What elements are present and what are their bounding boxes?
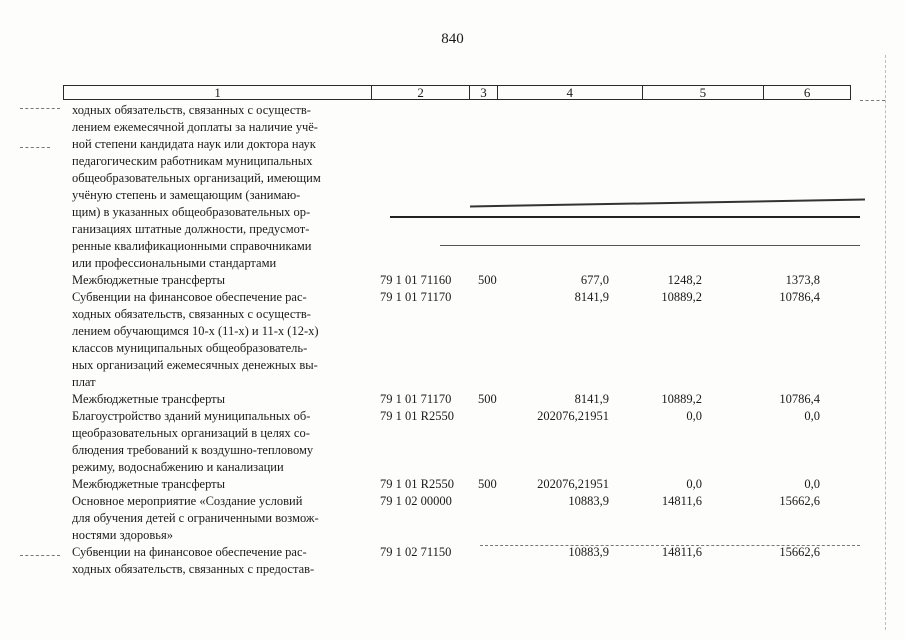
row-type: 500 (478, 273, 497, 287)
scan-artifact-dash (860, 100, 885, 102)
scan-artifact-dash (20, 555, 60, 557)
row-value-5: 1248,2 (667, 273, 702, 287)
row-value-5: 0,0 (686, 477, 702, 491)
row-name (72, 289, 364, 391)
row-type: 500 (478, 392, 497, 406)
row-name-line: щеобразовательных организаций в целях со- (72, 426, 310, 440)
row-name-line: Благоустройство зданий муниципальных об- (72, 409, 311, 423)
row-code: 79 1 01 71170 (380, 392, 452, 406)
row-value-6: 1373,8 (785, 273, 820, 287)
row-value-6: 10786,4 (779, 392, 820, 406)
row-name-line: учёную степень и замещающим (занимаю- (72, 188, 301, 202)
scan-artifact-line (440, 245, 860, 246)
row-name-line: режиму, водоснабжению и канализации (72, 460, 284, 474)
row-value-5: 14811,6 (661, 494, 702, 508)
scan-artifact-line (390, 216, 860, 218)
row-name (72, 272, 364, 289)
row-name-line: Субвенции на финансовое обеспечение рас- (72, 545, 307, 559)
row-value-5: 10889,2 (661, 290, 702, 304)
row-name-line: для обучения детей с ограниченными возмож- (72, 511, 319, 525)
row-name-line: Субвенции на финансовое обеспечение рас- (72, 290, 307, 304)
row-code: 79 1 01 R2550 (380, 409, 454, 423)
row-code: 79 1 02 71150 (380, 545, 452, 559)
row-code: 79 1 02 00000 (380, 494, 452, 508)
row-value-4: 202076,21951 (537, 477, 609, 491)
row-name-line: ностями здоровья» (72, 528, 173, 542)
row-value-5: 14811,6 (661, 545, 702, 559)
row-name-line: ных организаций ежемесячных денежных вы- (72, 358, 318, 372)
row-value-4: 10883,9 (568, 545, 609, 559)
column-header-3: 3 (470, 86, 498, 99)
row-value-6: 10786,4 (779, 290, 820, 304)
row-type: 500 (478, 477, 497, 491)
row-value-4: 8141,9 (574, 290, 609, 304)
page-number: 840 (441, 31, 464, 47)
row-name-line: общеобразовательных организаций, имеющим (72, 171, 321, 185)
column-header-1: 1 (64, 86, 372, 99)
row-value-4: 202076,21951 (537, 409, 609, 423)
row-value-4: 8141,9 (574, 392, 609, 406)
row-value-6: 0,0 (804, 409, 820, 423)
row-code: 79 1 01 71160 (380, 273, 452, 287)
row-name-line: ходных обязательств, связанных с осуществ- (72, 103, 311, 117)
row-name-line: Межбюджетные трансферты (72, 392, 226, 406)
row-name (72, 391, 364, 408)
row-name-line: щим) в указанных общеобразовательных ор- (72, 205, 311, 219)
row-name-line: ганизациях штатные должности, предусмот- (72, 222, 310, 236)
row-value-6: 0,0 (804, 477, 820, 491)
column-header-2: 2 (372, 86, 470, 99)
column-header-6: 6 (803, 85, 811, 100)
page-edge (885, 55, 887, 630)
row-value-5: 10889,2 (661, 392, 702, 406)
row-code: 79 1 01 R2550 (380, 477, 454, 491)
row-value-4: 10883,9 (568, 494, 609, 508)
column-header-5: 5 (643, 86, 765, 99)
scan-artifact-dash (480, 545, 860, 547)
row-value-6: 15662,6 (779, 494, 820, 508)
row-value-4: 677,0 (580, 273, 609, 287)
row-name-line: или профессиональными стандартами (72, 256, 277, 270)
row-name-line: ходных обязательств, связанных с осуществ- (72, 307, 311, 321)
row-name-line: ной степени кандидата наук или доктора наук (72, 137, 316, 151)
scan-artifact-dash (20, 108, 60, 110)
row-name-line: Основное мероприятие «Создание условий (72, 494, 303, 508)
row-name (72, 408, 364, 476)
row-name-line: лением обучающимся 10-х (11-х) и 11-х (12-х) (72, 324, 319, 338)
table-column-header-row (63, 85, 851, 100)
row-name (72, 544, 364, 578)
row-value-5: 0,0 (686, 409, 702, 423)
row-name-line: ходных обязательств, связанных с предостав- (72, 562, 315, 576)
row-name-line: лением ежемесячной доплаты за наличие учё- (72, 120, 318, 134)
row-name-line: педагогическим работникам муниципальных (72, 154, 313, 168)
row-name-line: классов муниципальных общеобразователь- (72, 341, 308, 355)
row-code: 79 1 01 71170 (380, 290, 452, 304)
row-name-line: Межбюджетные трансферты (72, 477, 226, 491)
row-name-line: ренные квалификационными справочниками (72, 239, 312, 253)
scan-artifact-dash (20, 147, 50, 149)
row-name (72, 476, 364, 493)
row-name-line: плат (72, 375, 96, 389)
row-name-line: блюдения требований к воздушно-тепловому (72, 443, 314, 457)
column-header-4: 4 (498, 86, 643, 99)
row-value-6: 15662,6 (779, 545, 820, 559)
row-name (72, 102, 364, 272)
scan-artifact-line (470, 199, 865, 208)
row-name-line: Межбюджетные трансферты (72, 273, 226, 287)
row-name (72, 493, 364, 544)
